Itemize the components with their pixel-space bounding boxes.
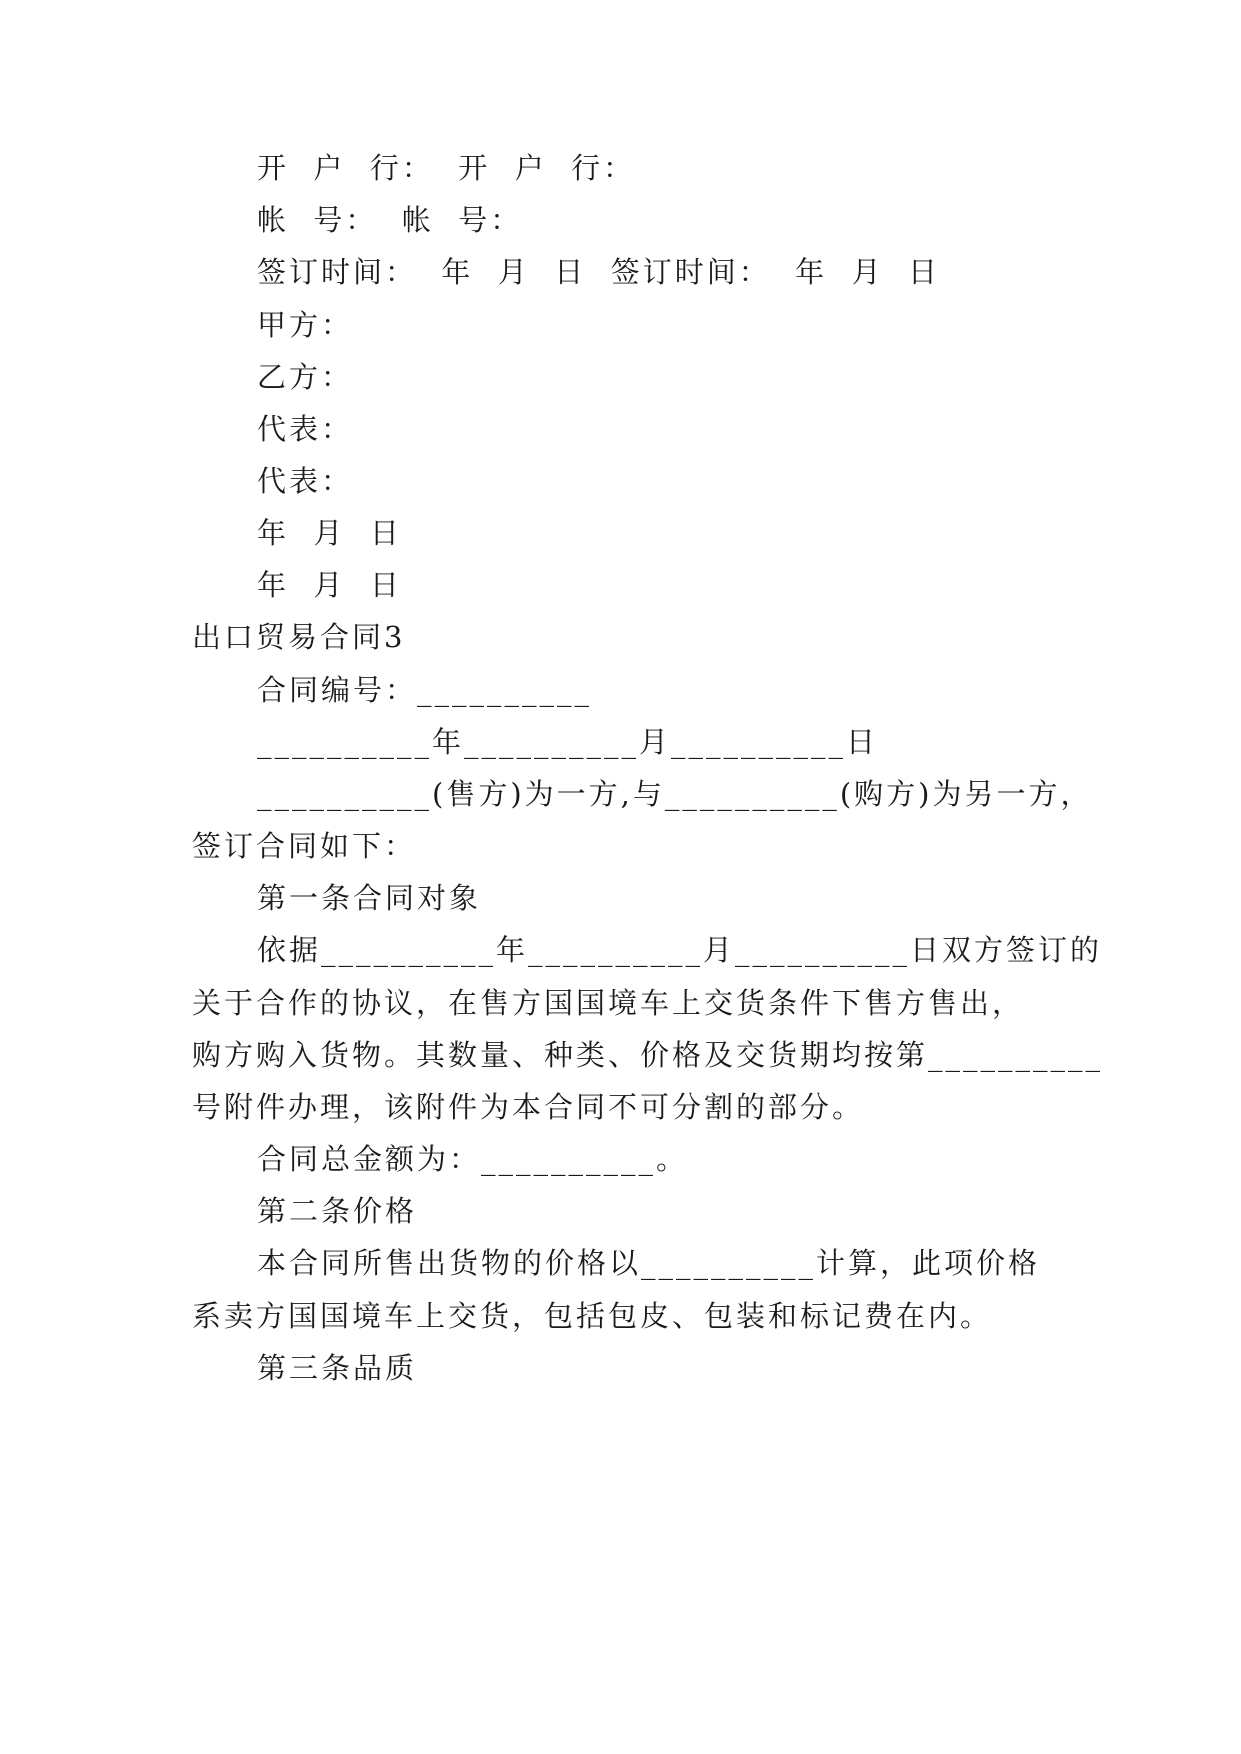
contract-number-line: 合同编号：__________	[257, 673, 593, 707]
article-1-paragraph-line-2: 关于合作的协议，在售方国国境车上交货条件下售方售出，	[192, 986, 1025, 1020]
article-2-title: 第二条价格	[257, 1194, 418, 1228]
date-line-1: 年 月 日	[257, 516, 402, 550]
signing-time-line: 签订时间： 年 月 日 签订时间： 年 月 日	[257, 255, 941, 289]
date-line-2: 年 月 日	[257, 568, 402, 602]
contract-date-line: __________年__________月__________日	[257, 725, 879, 759]
article-1-paragraph-line-3: 购方购入货物。其数量、种类、价格及交货期均按第__________	[192, 1038, 1104, 1072]
article-1-title: 第一条合同对象	[257, 881, 482, 915]
representative-line-1: 代表：	[257, 412, 354, 446]
article-2-paragraph-line-1: 本合同所售出货物的价格以__________计算，此项价格	[257, 1246, 1041, 1280]
parties-line-continued: 签订合同如下：	[192, 829, 417, 863]
article-3-title: 第三条品质	[257, 1351, 418, 1385]
total-amount-line: 合同总金额为：__________。	[257, 1142, 689, 1176]
party-b-line: 乙方：	[257, 360, 354, 394]
party-a-line: 甲方：	[257, 308, 354, 342]
account-line: 帐 号： 帐 号：	[257, 203, 523, 237]
article-1-paragraph-line-1: 依据__________年__________月__________日双方签订的	[257, 933, 1103, 967]
article-2-paragraph-line-2: 系卖方国国境车上交货，包括包皮、包装和标记费在内。	[192, 1299, 993, 1333]
article-1-paragraph-line-4: 号附件办理，该附件为本合同不可分割的部分。	[192, 1090, 865, 1124]
parties-line: __________(售方)为一方,与__________(购方)为另一方，	[257, 777, 1093, 811]
bank-line: 开 户 行： 开 户 行：	[257, 151, 636, 185]
representative-line-2: 代表：	[257, 464, 354, 498]
section-title: 出口贸易合同3	[192, 620, 406, 654]
